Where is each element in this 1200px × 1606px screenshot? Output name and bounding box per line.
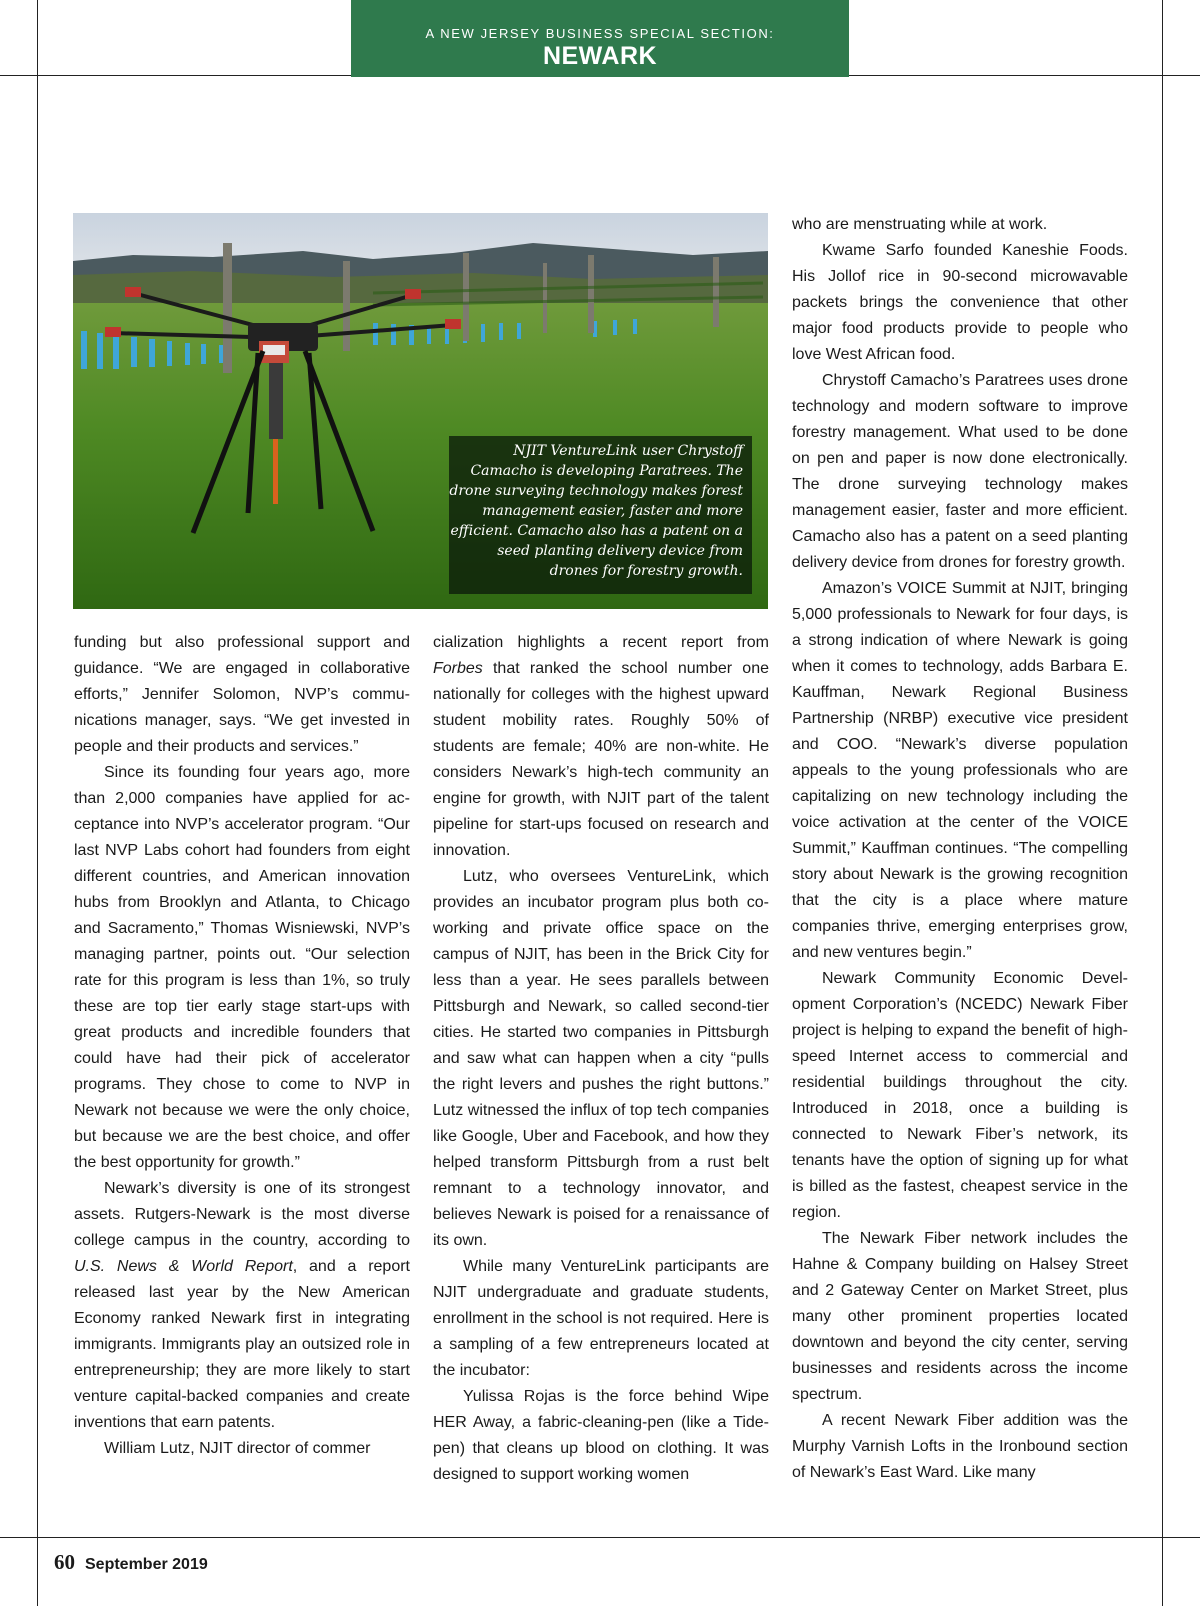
column3-paragraph-6: The Newark Fiber network includes the Hahne & Company building on Halsey Street and 2 Gateway Center on Market Street, plus many other prominent properties located downtown and beyond the city center, serving businesses and residents across the income spectrum. <box>792 1230 1128 1403</box>
frame-right-rule <box>1162 0 1163 1606</box>
column1-paragraph-3 <box>74 1176 410 1436</box>
column3-paragraph-3: Chrystoff Camacho’s Paratrees uses drone technology and modern software to improve forestry management. What used to be done on pen and paper is now done electronically. The drone surveying technology makes management easier, faster and more efficient. Camacho also has a patent on a seed planting delivery device from drones for forestry growth. <box>792 372 1128 571</box>
column1-paragraph-4: William Lutz, NJIT director of commer <box>104 1440 371 1457</box>
column3-paragraph-4: Amazon’s VOICE Summit at NJIT, bringing 5,000 professionals to Newark for four days, is a strong indication of where Newark is going when it comes to technology, adds Barbara E. Kauffman, Newark Regional Business Partnership (NRBP) executive vice president and COO. “Newark’s diverse population appeals to the young professionals who are capitalizing on new technology including the voice activation at the center of the VOICE Summit,” Kauffman continues. “The compelling story about Newark is the growing recognition that the city is a place where mature companies thrive, emerging enterprises grow, and new ventures begin.” <box>792 580 1128 961</box>
photo-caption: NJIT VentureLink user Chrystoff Camacho is developing Paratrees. The drone surveying technology makes forest management easier, faster and more efficient. Camacho also has a patent on a seed planting delivery device from drones for forestry growth. <box>449 436 752 594</box>
section-header <box>351 0 849 77</box>
column1-paragraph-3-lead: Newark’s diversity is one of its strongest assets. Rutgers-Newark is the most diverse college campus in the country, according to <box>74 1180 410 1249</box>
section-kicker: A NEW JERSEY BUSINESS SPECIAL SECTION: <box>425 26 775 41</box>
frame-left-rule <box>37 0 38 1606</box>
publication-forbes: Forbes <box>433 660 483 677</box>
article-column-2 <box>433 630 769 1488</box>
column3-paragraph-5: Newark Community Economic Development Corporation’s (NCEDC) Newark Fiber project is helping to expand the benefit of high-speed Internet access to commercial and residential buildings throughout the city. Introduced in 2018, once a building is connected to Newark Fiber’s network, its tenants have the option of signing up for what is billed as the fastest, cheapest service in the region. <box>792 970 1128 1221</box>
column2-paragraph-2: Lutz, who oversees VentureLink, which provides an incubator program plus both co-working and private office space on the campus of NJIT, has been in the Brick City for less than a year. He sees parallels between Pittsburgh and Newark, so called second-tier cities. He started two companies in Pittsburgh and saw what can happen when a city “pulls the right levers and pushes the right buttons.” Lutz witnessed the influx of top tech companies like Google, Uber and Facebook, and how they helped transform Pittsburgh from a rust belt remnant to a technology innovator, and believes Newark is poised for a renaissance of its own. <box>433 868 769 1249</box>
page-number: 60 <box>54 1550 75 1574</box>
column2-paragraph-1-rest: that ranked the school number one nationally for colleges with the highest upward student mobility rates. Roughly 50% of students are female; 40% are non-white. He considers Newark’s high-tech community an engine for growth, with NJIT part of the talent pipeline for start-ups focused on research and innovation. <box>433 660 769 859</box>
column1-paragraph-3-rest: , and a report released last year by the New American Economy ranked Newark first in integrating immigrants. Immigrants play an outsized role in entrepreneurship; they are more likely to start venture capital-backed companies and create inventions that earn patents. <box>74 1258 410 1431</box>
column2-paragraph-3: While many VentureLink participants are NJIT undergraduate and graduate students, enrollment in the school is not required. Here is a sampling of a few entrepreneurs located at the incubator: <box>433 1258 769 1379</box>
column2-paragraph-1-lead: cialization highlights a recent report from <box>433 634 769 651</box>
issue-date: September 2019 <box>85 1556 208 1573</box>
column2-paragraph-4: Yulissa Rojas is the force behind Wipe HER Away, a fabric-cleaning-pen (like a Tide-pen) that cleans up blood on clothing. It was designed to support working women <box>433 1388 769 1483</box>
column3-paragraph-7: A recent Newark Fiber addition was the Murphy Varnish Lofts in the Ironbound section of Newark’s East Ward. Like many <box>792 1412 1128 1481</box>
column2-paragraph-1 <box>433 630 769 864</box>
page-footer <box>54 1550 208 1575</box>
publication-usnews: U.S. News & World Report <box>74 1258 293 1275</box>
section-title: NEWARK <box>542 42 658 70</box>
drone-photo <box>73 213 768 609</box>
column3-paragraph-1: who are menstruating while at work. <box>792 216 1048 233</box>
article-column-3 <box>792 212 1128 1486</box>
column1-paragraph-1: funding but also professional support and guidance. “We are engaged in collaborative efforts,” Jennifer Solomon, NVP’s communications manager, says. “We get invested in people and their products and services.” <box>74 634 410 755</box>
article-column-1 <box>74 630 410 1462</box>
frame-bottom-rule <box>0 1537 1200 1538</box>
column3-paragraph-2: Kwame Sarfo founded Kaneshie Foods. His Jollof rice in 90-second microwavable packets brings the convenience that other major food products provide to people who love West African food. <box>792 242 1128 363</box>
column1-paragraph-2: Since its founding four years ago, more than 2,000 companies have applied for acceptance into NVP’s accelerator program. “Our last NVP Labs cohort had founders from eight different countries, and American innovation hubs from Brooklyn and Atlanta, to Chicago and Sacramento,” Thomas Wisniewski, NVP’s managing partner, points out. “Our selection rate for this program is less than 1%, so truly these are top tier early stage start-ups with great products and incredible founders that could have had their pick of accelerator programs. They chose to come to NVP in Newark not because we were the only choice, but because we are the best choice, and offer the best opportunity for growth.” <box>74 764 410 1171</box>
